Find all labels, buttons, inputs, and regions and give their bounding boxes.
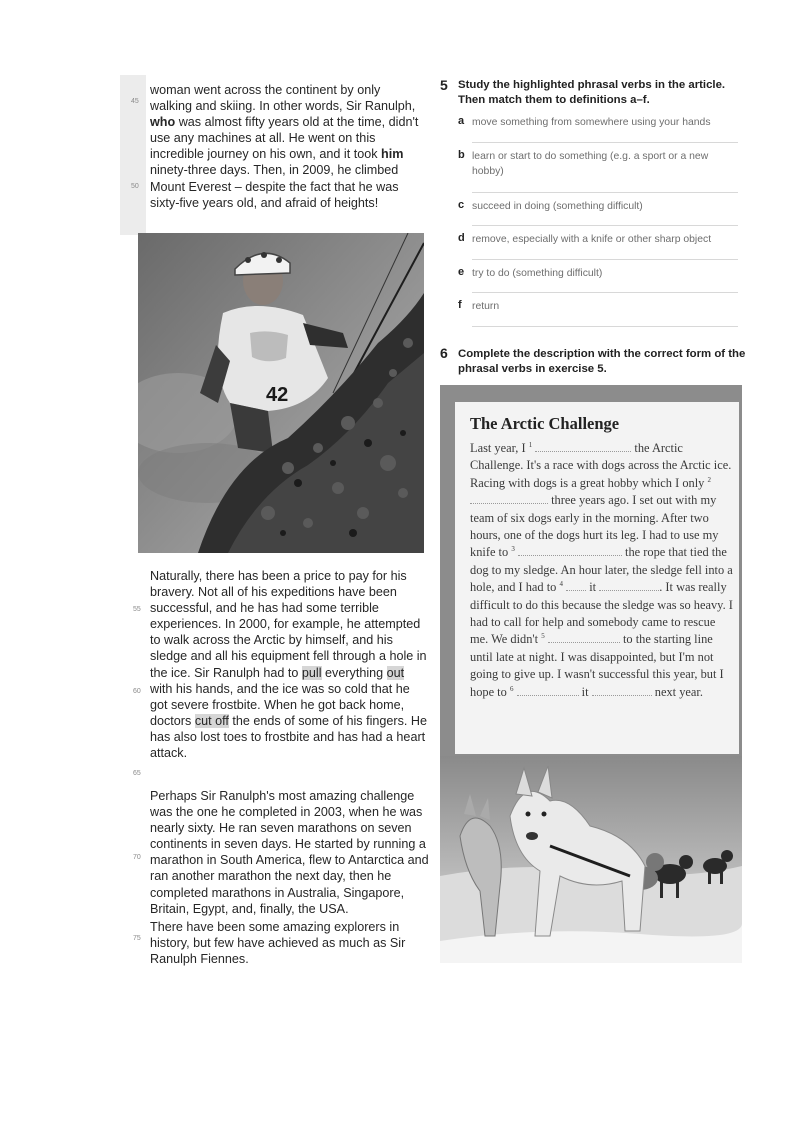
exercise-6-number: 6	[440, 345, 448, 361]
answer-line[interactable]	[472, 259, 738, 260]
arctic-challenge-title: The Arctic Challenge	[470, 414, 620, 433]
arctic-challenge-text: Last year, I $^1$ the Arctic Challenge. It's a race with dogs across the Arctic ice. Racing with dogs is a great hobby which I only $^2$ three years ago. I set out with my team of six dogs early in the morning. After two hours, one of the dogs hurt its leg. I had to use my knife to $^3$ the rope that tied the dog to my sledge. An hour later, the sledge fell into a hole, and I had to $^4$ it . It was really difficult to do this because the sledge was so heavy. I had to call for help and somebody came to rescue me. We didn't $^5$ to the starting line until late at night. I was disappointed, but I'm not going to give up. I wasn't successful this year, but I hope to $^6$ it next year.	[470, 440, 733, 699]
gap-4a[interactable]	[566, 579, 586, 591]
line-number: 55	[133, 606, 141, 613]
article-closing-paragraph: There have been some amazing explorers in history, but few have achieved as much as Sir Ranulph Fiennes.	[150, 919, 406, 966]
highlight-cut-off: cut off	[194, 713, 229, 728]
highlight-pull: pull	[301, 665, 322, 680]
exercise-5-instruction: Study the highlighted phrasal verbs in the article. Then match them to definitions a–f.	[458, 79, 726, 106]
gap-3[interactable]	[518, 544, 622, 556]
gap-number: 4	[559, 580, 563, 589]
article-paragraph-top: woman went across the continent by only walking and skiing. In other words, Sir Ranulph, who was almost fifty years old at the time, didn't use any machines at all. He went on this incredible journey on his own, and it took him ninety-three days. Then, in 2009, he climbed Mount Everest – despite the fact that he was sixty-five years old, and afraid of heights!	[150, 83, 419, 210]
climber-photo	[138, 233, 424, 553]
exercise-6-instruction: Complete the description with the correct form of the phrasal verbs in exercise 5.	[458, 348, 746, 375]
gap-number: 6	[509, 684, 514, 693]
answer-line[interactable]	[472, 326, 738, 327]
exercise-5-number: 5	[440, 77, 448, 93]
gap-number: 5	[541, 632, 545, 641]
definitions-list	[458, 112, 738, 330]
highlight-who: who	[150, 115, 176, 130]
gap-number: 3	[511, 545, 515, 554]
line-number: 75	[133, 935, 141, 942]
gap-1[interactable]	[535, 440, 631, 452]
highlight-him: him	[381, 147, 404, 162]
line-number: 50	[131, 183, 139, 190]
article-paragraph-bottom	[150, 788, 430, 967]
line-number: 45	[131, 98, 139, 105]
gap-number: 1	[528, 440, 533, 449]
definition-item: f return	[458, 296, 738, 330]
line-number: 60	[133, 688, 141, 695]
line-number: 70	[133, 854, 141, 861]
answer-line[interactable]	[472, 192, 738, 193]
gap-5[interactable]	[548, 631, 620, 643]
gap-4b[interactable]	[599, 579, 659, 591]
definition-item: d remove, especially with a knife or other sharp object	[458, 229, 738, 263]
answer-line[interactable]	[472, 142, 738, 143]
definition-item: a move something from somewhere using your hands	[458, 112, 738, 146]
definition-item: b learn or start to do something (e.g. a sport or a new hobby)	[458, 146, 738, 196]
gap-2[interactable]	[470, 492, 548, 504]
line-number: 65	[133, 770, 141, 777]
sled-dogs-photo	[440, 756, 742, 963]
answer-line[interactable]	[472, 225, 738, 226]
definition-item: c succeed in doing (something difficult)	[458, 196, 738, 230]
article-challenge-paragraph: Perhaps Sir Ranulph's most amazing challenge was the one he completed in 2003, when he was nearly sixty. He ran seven marathons on seven continents in seven days. He started by running a marathon in South America, flew to Antarctica and ran another marathon the next day, then he completed marathons in Australia, Singapore, Britain, Egypt, and, finally, the USA.	[150, 789, 429, 916]
definition-item: e try to do (something difficult)	[458, 263, 738, 297]
climber-bib-number: 42	[266, 384, 289, 406]
article-paragraph-mid: Naturally, there has been a price to pay for his bravery. Not all of his expeditions have been successful, and he has had some terrible experiences. In 2000, for example, he attempted to walk across the Arctic by himself, and his sledge and all his equipment fell through a hole in the ice. Sir Ranulph had to pull everything out with his hands, and the ice was so cold that he got severe frostbite. When he got back home, doctors cut off the ends of some of his fingers. He has also lost toes to frostbite and has had a heart attack.	[150, 569, 427, 761]
gap-6b[interactable]	[592, 684, 652, 696]
highlight-out: out	[386, 665, 405, 680]
gap-6a[interactable]	[517, 684, 579, 696]
gap-number: 2	[707, 475, 711, 484]
answer-line[interactable]	[472, 292, 738, 293]
